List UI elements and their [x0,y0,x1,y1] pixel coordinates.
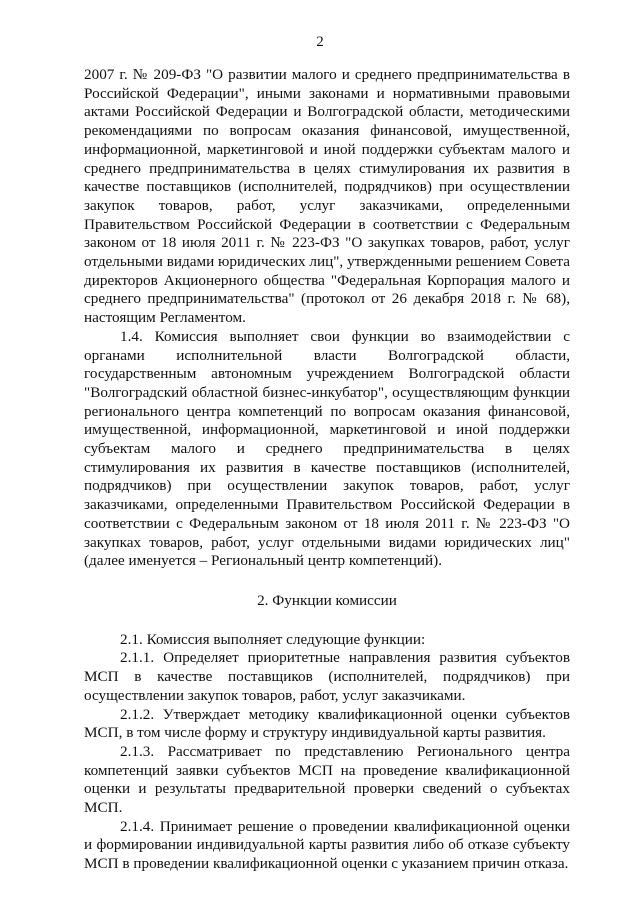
paragraph-2-1-4: 2.1.4. Принимает решение о проведении квалификационной оценки и формировании индивидуальной карты развития либо об отказе субъекту МСП в проведении квалификационной оценки с указанием причин отказа. [84,817,570,873]
document-body [84,66,570,874]
paragraph-2-1-3: 2.1.3. Рассматривает по представлению Регионального центра компетенций заявки субъектов МСП на проведение квалификационной оценки и результаты предварительной проверки сведений о субъектах МСП. [84,742,570,817]
paragraph-2-1-1: 2.1.1. Определяет приоритетные направления развития субъектов МСП в качестве поставщиков (исполнителей, подрядчиков) при осуществлении закупок товаров, работ, услуг заказчиками. [84,649,570,704]
paragraph-continuation: 2007 г. № 209-ФЗ "О развитии малого и среднего предпринимательства в Российской Федерации", иными законами и нормативными правовыми актами Российской Федерации и Волгоградской области, методическими рекомендациями по вопросам оказания финансовой, имущественной, информационной, маркетинговой и иной поддержки субъектам малого и среднего предпринимательства в целях стимулирования их развития в качестве поставщиков (исполнителей, подрядчиков) при осуществлении закупок товаров, работ, услуг заказчиками, определенными Правительством Российской Федерации в соответствии с Федеральным законом от 18 июля 2011 г. № 223-ФЗ "О закупках товаров, работ, услуг отдельными видами юридических лиц", утвержденными решением Совета директоров Акционерного общества "Федеральная Корпорация малого и среднего предпринимательства" (протокол от 26 декабря 2018 г. № 68), настоящим Регламентом. [84,66,570,327]
paragraph-2-1-2: 2.1.2. Утверждает методику квалификационной оценки субъектов МСП, в том числе форму и структуру индивидуальной карты развития. [84,705,570,742]
paragraph-1-4: 1.4. Комиссия выполняет свои функции во взаимодействии с органами исполнительной власти Волгоградской области, государственным автономным учреждением Волгоградской области "Волгоградский областной бизнес-инкубатор", осуществляющим функции регионального центра компетенций по вопросам оказания финансовой, имущественной, информационной, маркетинговой и иной поддержки субъектам малого и среднего предпринимательства в целях стимулирования их развития в качестве поставщиков (исполнителей, подрядчиков) при осуществлении закупок товаров, работ, услуг заказчиками, определенными Правительством Российской Федерации в соответствии с Федеральным законом от 18 июля 2011 г. № 223-ФЗ "О закупках товаров, работ, услуг отдельными видами юридических лиц" (далее именуется – Региональный центр компетенций). [84,327,570,570]
page-number: 2 [316,34,324,50]
section-heading: 2. Функции комиссии [257,591,397,609]
paragraph-2-1: 2.1. Комиссия выполняет следующие функции: [120,630,426,648]
